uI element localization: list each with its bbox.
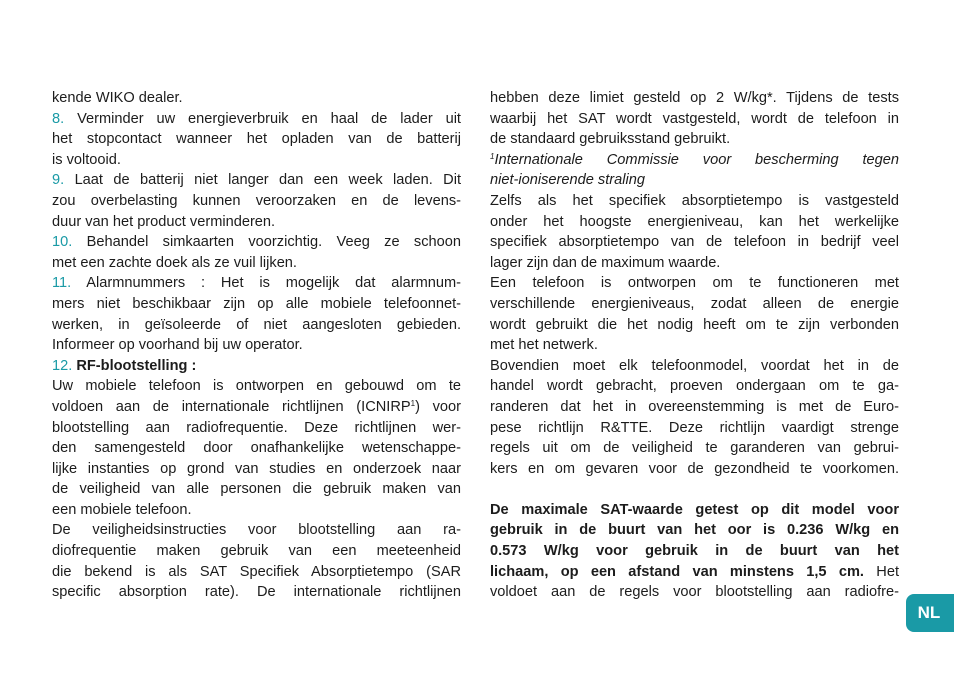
text-line: regels uit om de veiligheid te garanderen van gebrui- (490, 440, 899, 457)
left-column (52, 88, 461, 603)
text-line: Informeer op voorhand bij uw operator. (52, 337, 303, 354)
sar-statement-line: gebruik in de buurt van het oor is 0.236 W/kg en (490, 522, 899, 539)
text-line: het stopcontact wanneer het opladen van de batterij (52, 131, 461, 148)
text-line (490, 562, 899, 583)
sar-statement-line: De maximale SAT-waarde getest op dit model voor (490, 501, 899, 518)
text-line: verschillende energieniveaus, zodat alleen de energie (490, 295, 899, 312)
text-line: mers niet beschikbaar zijn op alle mobiele telefoonnet- (52, 295, 461, 312)
text-line: De veiligheidsinstructies voor blootstelling aan ra- (52, 522, 461, 539)
text-line: pese richtlijn R&TTE. Deze richtlijn vaardigt strenge (490, 419, 899, 436)
list-item-9 (52, 170, 461, 191)
text-line: Uw mobiele telefoon is ontworpen en gebouwd om te (52, 378, 461, 395)
text-line: Een telefoon is ontworpen om te functioneren met (490, 275, 899, 292)
text-fragment: voldoen aan de internationale richtlijnen (ICNIRP (52, 398, 411, 415)
sar-statement-line: 0.573 W/kg voor gebruik in de buurt van het (490, 543, 899, 560)
text-line: zou overbelasting kunnen veroorzaken en de levens- (52, 192, 461, 209)
footnote-text: Internationale Commissie voor bescherming tegen (494, 151, 899, 168)
text-line: hebben deze limiet gesteld op 2 W/kg*. Tijdens de tests (490, 90, 899, 106)
text-line: diofrequentie maken gebruik van een meeteenheid (52, 543, 461, 560)
list-item-8 (52, 109, 461, 130)
text-line: Verminder uw energieverbruik en haal de lader uit (64, 110, 461, 127)
text-line: de standaard gebruiksstand gebruikt. (490, 131, 731, 148)
text-line: met een zachte doek als ze vuil lijken. (52, 254, 297, 271)
item-number: 11. (52, 275, 72, 292)
text-line: lager zijn dan de maximum waarde. (490, 254, 721, 271)
text-line: die bekend is als SAT Specifiek Absorptietempo (SAR (52, 563, 461, 580)
text-line: Bovendien moet elk telefoonmodel, voordat het in de (490, 357, 899, 374)
language-tab: NL (906, 594, 954, 632)
text-line: waarbij het SAT wordt vastgesteld, wordt de telefoon in (490, 110, 899, 127)
text-line (52, 397, 461, 418)
text-line: Alarmnummers : Het is mogelijk dat alarmnum- (71, 275, 461, 292)
item-number: 10. (52, 234, 73, 251)
text-line: onder het hoogste energieniveau, kan het werkelijke (490, 213, 899, 230)
text-line: lijke instanties op grond van studies en onderzoek naar (52, 460, 461, 477)
text-line: handel wordt gebracht, proeven ondergaan om te ga- (490, 378, 899, 395)
list-item-10 (52, 232, 461, 253)
footnote-marker: 1 (490, 151, 495, 161)
item-number: 12. (52, 357, 73, 374)
paragraph-gap (490, 479, 899, 500)
item-number: 9. (52, 172, 65, 189)
text-line: werken, in geïsoleerde of niet aangesloten gebieden. (52, 316, 461, 333)
text-line: is voltooid. (52, 151, 121, 168)
text-line: met het netwerk. (490, 337, 598, 354)
text-line: randeren dat het in overeenstemming is met de Euro- (490, 398, 899, 415)
footnote-marker: 1 (410, 398, 416, 408)
text-fragment: Het (864, 563, 900, 580)
text-line: den samengesteld door onafhankelijke wetenschappe- (52, 440, 461, 457)
right-column (490, 88, 899, 603)
text-line: voldoet aan de regels voor blootstelling aan radiofre- (490, 584, 899, 601)
text-line: blootstelling aan radiofrequentie. Deze richtlijnen wer- (52, 419, 461, 436)
list-item-12 (52, 356, 461, 377)
text-line: een mobiele telefoon. (52, 501, 192, 518)
list-item-11 (52, 273, 461, 294)
footnote-text: niet-ioniserende straling (490, 172, 645, 189)
sar-statement-line: lichaam, op een afstand van minstens 1,5 cm. (490, 563, 864, 580)
item-number: 8. (52, 110, 65, 127)
text-line: Zelfs als het specifiek absorptietempo is vastgesteld (490, 192, 899, 209)
text-line: wordt gebruikt die het nodig heeft om te zijn verbonden (490, 316, 899, 333)
footnote (490, 150, 899, 171)
text-fragment: ) voor (415, 398, 461, 415)
text-line: Behandel simkaarten voorzichtig. Veeg ze schoon (72, 234, 461, 251)
section-heading: RF-blootstelling : (72, 357, 197, 374)
text-line: de veiligheid van alle personen die gebruik maken van (52, 481, 461, 498)
text-line: duur van het product verminderen. (52, 213, 276, 230)
text-line: kers en om gevaren voor de gezondheid te voorkomen. (490, 460, 899, 477)
text-line: kende WIKO dealer. (52, 90, 183, 106)
text-line: Laat de batterij niet langer dan een week laden. Dit (64, 172, 461, 189)
text-line: specific absorption rate). De internationale richtlijnen (52, 584, 461, 601)
text-line: specifiek absorptietempo van de telefoon in bedrijf veel (490, 234, 899, 251)
